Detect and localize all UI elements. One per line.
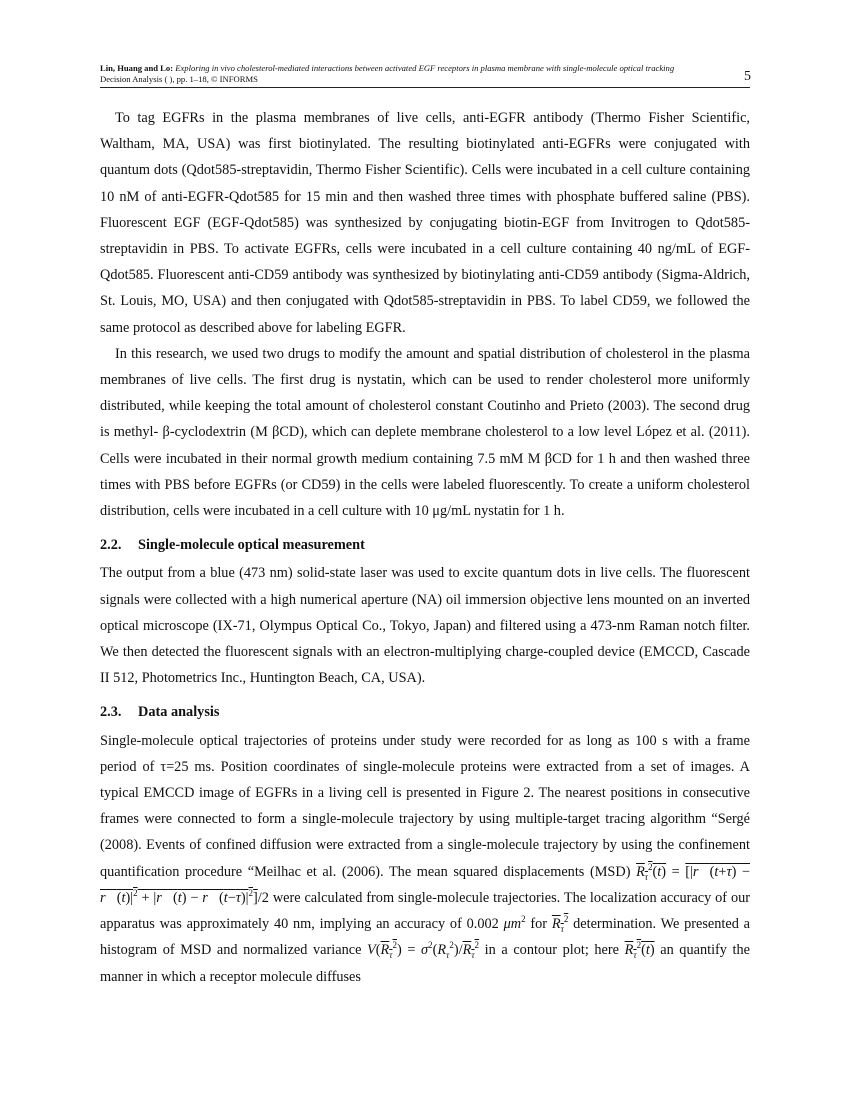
unit-um2: $\mu m^2$ (503, 914, 526, 933)
header-title: Exploring in vivo cholesterol-mediated interactions between activated EGF receptors in plasma membrane with single-molecule optical tracking (175, 63, 675, 73)
page-body (100, 105, 750, 990)
section-number: 2.2. (100, 537, 122, 554)
page-number: 5 (744, 69, 751, 84)
text-run: an quantify the manner in which a receptor molecule diffuses (100, 942, 751, 985)
section-heading-2-2 (100, 532, 750, 558)
header-journal: Decision Analysis ( ), pp. 1–18, © INFORMS (100, 74, 258, 84)
running-title-line (100, 63, 750, 74)
variance-equation: $V(R_\tau^2) = \sigma^2(R_\tau^2)/R_\tau^2$ (367, 940, 480, 961)
msd-equation: $R_\tau^2(t)$ = [|r⃗(t+τ) − $r⃗(t)|^2$ + |r⃗(t) − $r⃗(t-\tau)|^2]/2$ (100, 861, 750, 906)
section-number: 2.3. (100, 704, 122, 721)
running-header (100, 63, 750, 85)
paragraph-egfr-tagging: To tag EGFRs in the plasma membranes of live cells, anti-EGFR antibody (Thermo Fisher Scientific, Waltham, MA, USA) was first biotinylated. The resulting biotinylated anti-EGFRs were conjugated with quantum dots (Qdot585-streptavidin, Thermo Fisher Scientific). Cells were incubated in a cell culture containing 10 nM of anti-EGFR-Qdot585 for 15 min and then washed three times with phosphate buffered saline (PBS). Fluorescent EGF (EGF-Qdot585) was synthesized by conjugating biotin-EGF from Invitrogen to Qdot585-streptavidin in PBS. To activate EGFRs, cells were incubated in a cell culture containing 40 ng/mL of EGF-Qdot585. Fluorescent anti-CD59 antibody was synthesized by biotinylating anti-CD59 antibody (Sigma-Aldrich, St. Louis, MO, USA) and then conjugated with Qdot585-streptavidin in PBS. To label CD59, we followed the same protocol as described above for labeling EGFR. (100, 110, 750, 336)
paragraph-data-analysis: Single-molecule optical trajectories of proteins under study were recorded for as long as 100 s with a frame period of τ=25 ms. Position coordinates of single-molecule proteins were extracted from a set of images. A typical EMCCD image of EGFRs in a living cell is presented in Figure 2. The nearest positions in consecutive frames were connected to form a single-molecule trajectory by using multiple-target tracing algorithm “Sergé (2008). Events of confined diffusion were extracted from a single-molecule trajectory by using the confinement quantification procedure “Meilhac et al. (2006). The mean squared displacements (MSD) $R_\tau^2(t)$ = [|r⃗(t+τ) − $r⃗(t)|^2$ + |r⃗(t) − $r⃗(t-\tau)|^2]/2$ were calculated from single-molecule trajectories. The localization accuracy of our apparatus was approximately 40 nm, implying an accuracy of 0.002 $\mu m^2$ for $R_\tau^2$ determination. We presented a histogram of MSD and normalized variance $V(R_\tau^2) = \sigma^2(R_\tau^2)/R_\tau^2$ in a contour plot; here $R_\tau^2(t)$ an quantify the manner in which a receptor molecule diffuses (100, 732, 751, 985)
paragraph-optical-measurement: The output from a blue (473 nm) solid-state laser was used to excite quantum dots in live cells. The fluorescent signals were collected with a high numerical aperture (NA) oil immersion objective lens mounted on an inverted optical microscope (IX-71, Olympus Optical Co., Tokyo, Japan) and filtered using a 473-nm Raman notch filter. We then detected the fluorescent signals with an electron-multiplying charge-coupled device (EMCCD, Cascade II 512, Photometrics Inc., Huntington Beach, CA, USA). (100, 565, 750, 687)
header-authors: Lin, Huang and Lo: (100, 63, 174, 73)
section-heading-2-3 (100, 699, 750, 725)
text-run: Single-molecule optical trajectories of proteins under study were recorded for as long as 100 s with a frame period of τ=25 ms. Position coordinates of single-molecule proteins were extracted from a set of images. A typical EMCCD image of EGFRs in a living cell is presented in Figure 2. The nearest positions in consecutive frames were connected to form a single-molecule trajectory by using multiple-target tracing algorithm “Sergé (2008). Events of confined diffusion were extracted from a single-molecule trajectory by using the confinement quantification procedure “Meilhac et al. (2006). The mean squared displacements (MSD) (100, 732, 750, 880)
r-tau-squared: $R_\tau^2$ (551, 914, 569, 934)
text-run: in a contour plot; here (484, 942, 620, 959)
paragraph-drugs: In this research, we used two drugs to modify the amount and spatial distribution of cholesterol in the plasma membranes of live cells. The first drug is nystatin, which can be used to render cholesterol more uniformly distributed, while keeping the total amount of cholesterol constant Coutinho and Prieto (2003). The second drug is methyl- β-cyclodextrin (M βCD), which can deplete membrane cholesterol to a low level López et al. (2011). Cells were incubated in their normal growth medium containing 7.5 mM M βCD for 1 h and then washed three times with PBS before EGFRs (or CD59) in the cells were labeled fluorescently. To create a uniform cholesterol distribution, cells were incubated in a cell culture with 10 μg/mL nystatin for 1 h. (100, 345, 750, 520)
text-run: determination. We presented a histogram of MSD and normalized variance (100, 916, 751, 959)
text-run: were calculated from single-molecule trajectories. The localization accuracy of our apparatus was approximately 40 nm, implying an accuracy of 0.002 (100, 889, 751, 933)
section-title: Data analysis (138, 704, 220, 721)
r-tau-squared-t: $R_\tau^2(t)$ (624, 940, 655, 961)
header-rule (100, 87, 750, 88)
section-title: Single-molecule optical measurement (138, 537, 365, 554)
